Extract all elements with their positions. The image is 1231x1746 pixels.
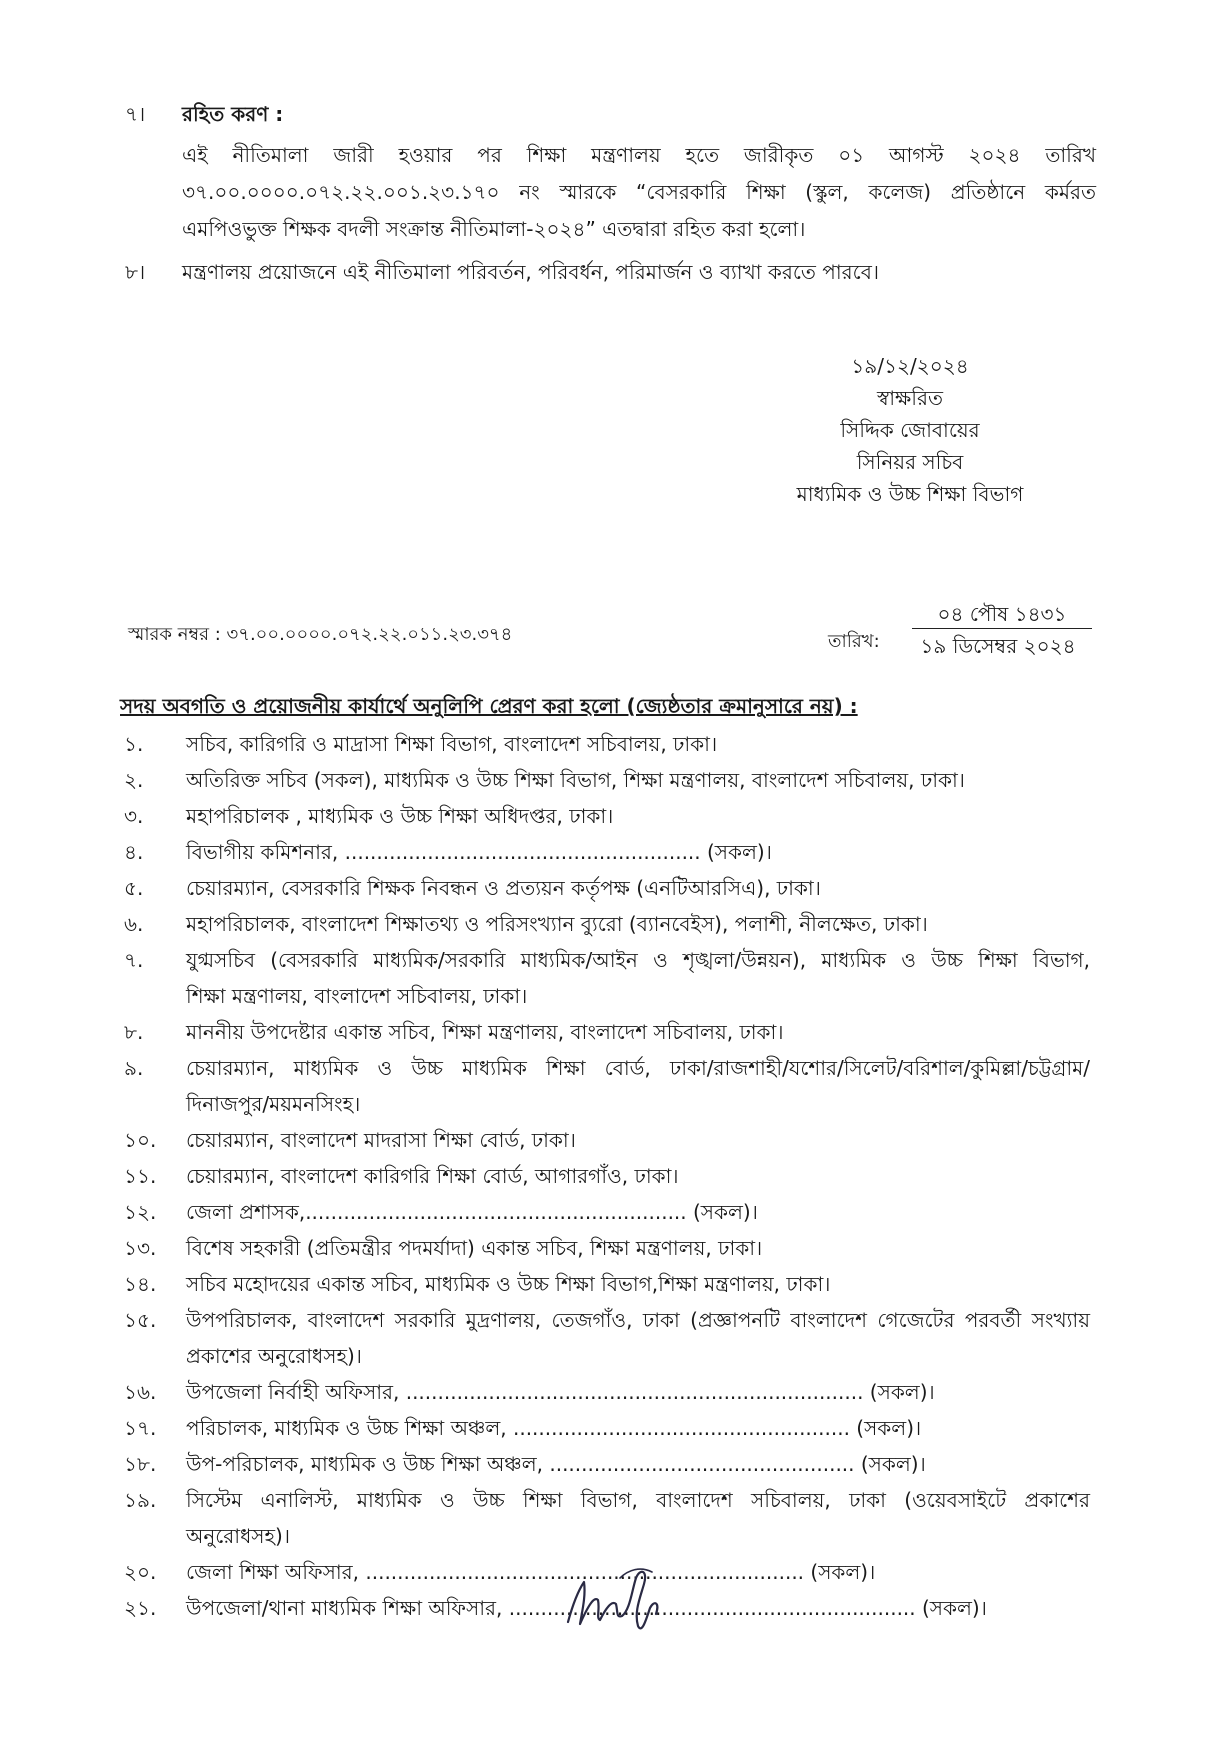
distribution-item-text: [186, 1050, 1090, 1122]
distribution-item: [120, 726, 1090, 762]
distribution-item-line: সচিব মহোদয়ের একান্ত সচিব, মাধ্যমিক ও উচ্চ শিক্ষা বিভাগ,শিক্ষা মন্ত্রণালয়, ঢাকা।: [186, 1272, 831, 1296]
section-7-number: ৭।: [125, 102, 146, 126]
distribution-item-line: দিনাজপুর/ময়মনসিংহ।: [186, 1092, 361, 1116]
memo-number: ৩৭.০০.০০০০.০৭২.২২.০১১.২৩.৩৭৪: [226, 624, 513, 645]
distribution-item-text: [186, 1014, 1090, 1050]
distribution-item-line: চেয়ারম্যান, মাধ্যমিক ও উচ্চ মাধ্যমিক শিক্ষা বোর্ড, ঢাকা/রাজশাহী/যশোর/সিলেট/বরিশাল/কুমিল্লা/চট্টগ্রাম/: [186, 1056, 1090, 1080]
distribution-item: [120, 1266, 1090, 1302]
section-8-text: মন্ত্রণালয় প্রয়োজনে এই নীতিমালা পরিবর্তন, পরিবর্ধন, পরিমার্জন ও ব্যাখা করতে পারবে।: [182, 260, 879, 284]
distribution-item-number: ১৭.: [124, 1416, 157, 1440]
distribution-item-text: [186, 870, 1090, 906]
memo-label: স্মারক নম্বর :: [128, 624, 221, 645]
distribution-item-number: ৯.: [124, 1056, 144, 1080]
distribution-item-text: [186, 942, 1090, 1014]
distribution-item: [120, 1014, 1090, 1050]
distribution-item: [120, 1302, 1090, 1374]
distribution-item-line: উপজেলা/থানা মাধ্যমিক শিক্ষা অফিসার, ................................................................ (সকল)।: [186, 1596, 987, 1620]
distribution-item-number: ১২.: [124, 1200, 157, 1224]
distribution-item: [120, 1446, 1090, 1482]
section-7-line: ৩৭.০০.০০০০.০৭২.২২.০০১.২৩.১৭০ নং স্মারকে “বেসরকারি শিক্ষা (স্কুল, কলেজ) প্রতিষ্ঠানে কর্মরত: [182, 180, 1096, 204]
distribution-item-line: মহাপরিচালক , মাধ্যমিক ও উচ্চ শিক্ষা অধিদপ্তর, ঢাকা।: [186, 804, 614, 828]
distribution-item-number: ১.: [124, 732, 144, 756]
distribution-item-number: ৬.: [124, 912, 144, 936]
distribution-item-text: [186, 762, 1090, 798]
distribution-item: [120, 1410, 1090, 1446]
distribution-item-text: [186, 1230, 1090, 1266]
distribution-item: [120, 1374, 1090, 1410]
distribution-item-number: ২০.: [124, 1560, 157, 1584]
distribution-item-number: ১৪.: [124, 1272, 157, 1296]
distribution-heading: সদয় অবগতি ও প্রয়োজনীয় কার্যার্থে অনুলিপি প্রেরণ করা হলো (জ্যেষ্ঠতার ক্রমানুসারে নয়) :: [120, 694, 858, 718]
distribution-item: [120, 762, 1090, 798]
distribution-item-text: [186, 726, 1090, 762]
distribution-item-line: অনুরোধসহ)।: [186, 1524, 290, 1548]
distribution-item-line: পরিচালক, মাধ্যমিক ও উচ্চ শিক্ষা অঞ্চল, ..................................................... (সকল)।: [186, 1416, 922, 1440]
distribution-item-line: প্রকাশের অনুরোধসহ)।: [186, 1344, 362, 1368]
distribution-item-line: উপজেলা নির্বাহী অফিসার, ........................................................................ (সকল)।: [186, 1380, 935, 1404]
signatory-division: মাধ্যমিক ও উচ্চ শিক্ষা বিভাগ: [796, 482, 1024, 506]
distribution-item-number: ৩.: [124, 804, 144, 828]
distribution-item-text: [186, 834, 1090, 870]
distribution-item-number: ১৬.: [124, 1380, 157, 1404]
distribution-item-text: [186, 1158, 1090, 1194]
distribution-item-text: [186, 1374, 1090, 1410]
handwritten-signature: [560, 1560, 670, 1640]
distribution-item-line: জেলা প্রশাসক,............................................................ (সকল)।: [186, 1200, 758, 1224]
distribution-item-text: [186, 906, 1090, 942]
memo-number-line: [128, 617, 512, 653]
distribution-item-line: বিভাগীয় কমিশনার, ........................................................ (সকল)।: [186, 840, 772, 864]
date-gregorian: ১৯ ডিসেম্বর ২০২৪: [920, 634, 1076, 658]
distribution-item-line: উপ-পরিচালক, মাধ্যমিক ও উচ্চ শিক্ষা অঞ্চল, ................................................ (সকল)।: [186, 1452, 926, 1476]
distribution-item-number: ১৮.: [124, 1452, 157, 1476]
distribution-item-number: ১৯.: [124, 1488, 157, 1512]
signature-status: স্বাক্ষরিত: [877, 386, 943, 410]
distribution-list: [120, 726, 1090, 1626]
distribution-item-number: ১১.: [124, 1164, 157, 1188]
signatory-name: সিদ্দিক জোবায়ের: [840, 418, 980, 442]
distribution-item-text: [186, 1122, 1090, 1158]
section-7-line: এমপিওভুক্ত শিক্ষক বদলী সংক্রান্ত নীতিমালা-২০২৪” এতদ্বারা রহিত করা হলো।: [182, 217, 806, 241]
section-7-heading: রহিত করণ :: [182, 102, 284, 126]
signature-date: ১৯/১২/২০২৪: [851, 354, 969, 378]
distribution-item-line: শিক্ষা মন্ত্রণালয়, বাংলাদেশ সচিবালয়, ঢাকা।: [186, 984, 528, 1008]
distribution-item-line: জেলা শিক্ষা অফিসার, ..................................................................... (সকল)।: [186, 1560, 876, 1584]
distribution-item-line: অতিরিক্ত সচিব (সকল), মাধ্যমিক ও উচ্চ শিক্ষা বিভাগ, শিক্ষা মন্ত্রণালয়, বাংলাদেশ সচিবালয়, ঢাকা।: [186, 768, 965, 792]
date-label: তারিখ:: [828, 631, 880, 652]
distribution-item-line: চেয়ারম্যান, বেসরকারি শিক্ষক নিবন্ধন ও প্রত্যয়ন কর্তৃপক্ষ (এনটিআরসিএ), ঢাকা।: [186, 876, 821, 900]
distribution-item-number: ২.: [124, 768, 144, 792]
distribution-item-text: [186, 1302, 1090, 1374]
distribution-item: [120, 834, 1090, 870]
distribution-item-text: [186, 1446, 1090, 1482]
distribution-item-line: চেয়ারম্যান, বাংলাদেশ মাদরাসা শিক্ষা বোর্ড, ঢাকা।: [186, 1128, 576, 1152]
distribution-item-number: ২১.: [124, 1596, 157, 1620]
distribution-item-text: [186, 1194, 1090, 1230]
distribution-item: [120, 906, 1090, 942]
date-bengali: ০৪ পৌষ ১৪৩১: [937, 602, 1067, 626]
section-7-line: এই নীতিমালা জারী হওয়ার পর শিক্ষা মন্ত্রণালয় হতে জারীকৃত ০১ আগস্ট ২০২৪ তারিখ: [182, 143, 1096, 167]
distribution-item-number: ৪.: [124, 840, 144, 864]
distribution-item-text: [186, 1266, 1090, 1302]
distribution-item: [120, 942, 1090, 1014]
distribution-item: [120, 1194, 1090, 1230]
distribution-item-line: সচিব, কারিগরি ও মাদ্রাসা শিক্ষা বিভাগ, বাংলাদেশ সচিবালয়, ঢাকা।: [186, 732, 718, 756]
distribution-item-text: [186, 798, 1090, 834]
distribution-item-number: ১৫.: [124, 1308, 157, 1332]
distribution-item: [120, 1122, 1090, 1158]
section-7-body: [182, 137, 1096, 248]
distribution-item-line: সিস্টেম এনালিস্ট, মাধ্যমিক ও উচ্চ শিক্ষা বিভাগ, বাংলাদেশ সচিবালয়, ঢাকা (ওয়েবসাইটে প্রকাশের: [186, 1488, 1090, 1512]
distribution-item-number: ৭.: [124, 948, 144, 972]
distribution-item-number: ১০.: [124, 1128, 157, 1152]
distribution-item-number: ৫.: [124, 876, 144, 900]
distribution-item-line: যুগ্মসচিব (বেসরকারি মাধ্যমিক/সরকারি মাধ্যমিক/আইন ও শৃঙ্খলা/উন্নয়ন), মাধ্যমিক ও উচ্চ শিক্ষা বিভাগ,: [186, 948, 1090, 972]
distribution-item-line: মহাপরিচালক, বাংলাদেশ শিক্ষাতথ্য ও পরিসংখ্যান ব্যুরো (ব্যানবেইস), পলাশী, নীলক্ষেত, ঢাকা।: [186, 912, 928, 936]
distribution-item: [120, 870, 1090, 906]
distribution-item-number: ৮.: [124, 1020, 144, 1044]
distribution-item-number: ১৩.: [124, 1236, 157, 1260]
distribution-item: [120, 798, 1090, 834]
distribution-item: [120, 1482, 1090, 1554]
signature-block: [780, 350, 1040, 510]
distribution-item-text: [186, 1410, 1090, 1446]
distribution-item: [120, 1158, 1090, 1194]
distribution-item-line: মাননীয় উপদেষ্টার একান্ত সচিব, শিক্ষা মন্ত্রণালয়, বাংলাদেশ সচিবালয়, ঢাকা।: [186, 1020, 784, 1044]
distribution-item-line: উপপরিচালক, বাংলাদেশ সরকারি মুদ্রণালয়, তেজগাঁও, ঢাকা (প্রজ্ঞাপনটি বাংলাদেশ গেজেটের পরবর্তী সংখ্যায়: [186, 1308, 1090, 1332]
distribution-item: [120, 1050, 1090, 1122]
signatory-designation: সিনিয়র সচিব: [856, 450, 964, 474]
section-8-number: ৮।: [125, 260, 146, 284]
distribution-item: [120, 1230, 1090, 1266]
distribution-item-line: বিশেষ সহকারী (প্রতিমন্ত্রীর পদমর্যাদা) একান্ত সচিব, শিক্ষা মন্ত্রণালয়, ঢাকা।: [186, 1236, 763, 1260]
distribution-item-text: [186, 1482, 1090, 1554]
distribution-item-line: চেয়ারম্যান, বাংলাদেশ কারিগরি শিক্ষা বোর্ড, আগারগাঁও, ঢাকা।: [186, 1164, 679, 1188]
